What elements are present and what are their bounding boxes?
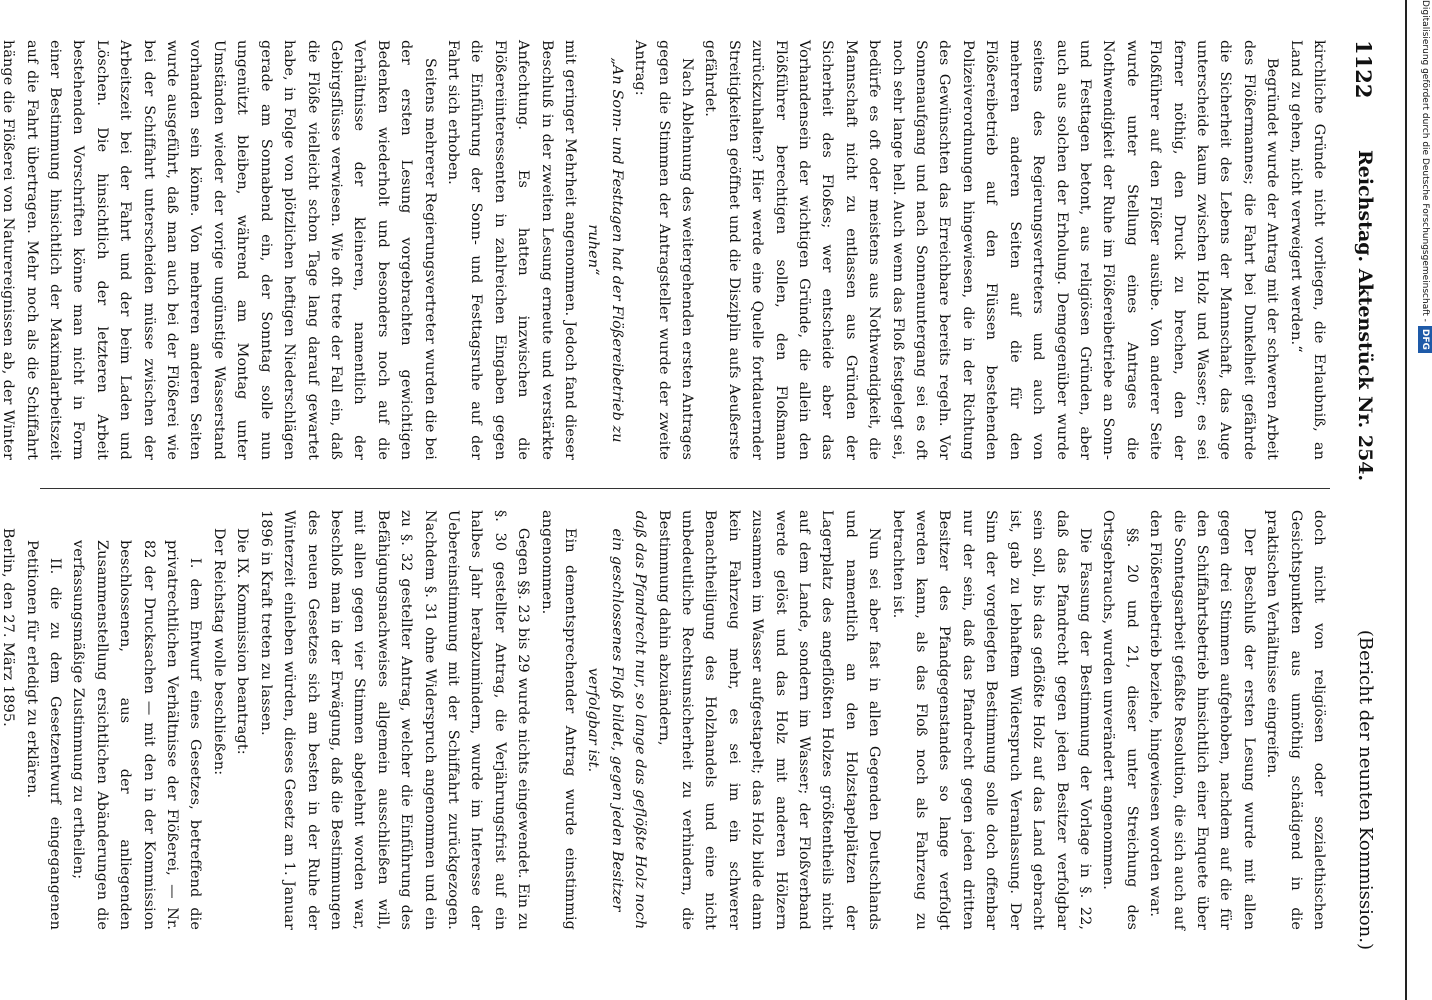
paragraph: Ein dementsprechender Antrag wurde einstimmig angenommen. bbox=[538, 510, 578, 930]
dfg-logo: DFG bbox=[1418, 326, 1432, 353]
paragraph: Nun sei aber fast in allen Gegenden Deutschlands und namentlich an den Holzstapelplätzen der Lagerplatz des angeflößten Holzes größtentheils nicht auf dem Lande, sondern im Wasser; der Floßverband werde gelöst und das Holz mit anderen Hölzern zusammen im Wasser aufgestapelt; das Holz bilde dann kein Fahrzeug mehr, es sei im ein schwerer Benachtheiligung des Holzhandels und eine nicht unbedeutliche Rechtsunsicherheit zu verhindern, die Bestimmung dahin abzuändern, bbox=[655, 510, 883, 930]
paragraph: Gegen §§. 23 bis 29 wurde nichts eingewendet. Ein zu §. 30 gestellter Antrag, die Verjährungsfrist auf ein halbes Jahr herabzumindern, wurde im Interesse der Uebereinstimmung mit der Schiffahrt zurückgezogen. Nachdem §. 31 ohne Widerspruch angenommen und ein zu §. 32 gestellter Antrag, welcher die Einführung des Befähigungsnachweises allgemein ausschließen will, mit allen gegen vier Stimmen abgelehnt worden war, beschloß man in der Erwägung, daß die Bestimmungen des neuen Gesetzes sich am besten in der Ruhe der Winterzeit einleben würden, dieses Gesetz am 1. Januar 1896 in Kraft treten zu lassen. bbox=[257, 510, 532, 930]
text-column-right bbox=[0, 510, 1330, 930]
paragraph: mit geringer Mehrheit angenommen. Jedoch fand dieser Beschluß in der zweiten Lesung erneute und verstärkte Anfechtung. Es hatten inzwischen die Flößereiinteressenten in zahlreichen Eingaben gegen die Einführung der Sonn- und Festtagsruhe auf der Fahrt sich erhoben. bbox=[444, 40, 578, 460]
motion-item-1: I. dem Entwurf eines Gesetzes, betreffend die privatrechtlichen Verhältnisse der Flößerei, — Nr. 82 der Drucksachen — mit den in der Kommission beschlossenen, aus der anliegenden Zusammenstellung ersichtlichen Abänderungen die verfassungsmäßige Zustimmung zu ertheilen; bbox=[70, 540, 204, 930]
paragraph: Der Reichstag wolle beschließen: bbox=[210, 528, 227, 776]
paragraph: doch nicht von religiösen oder sozialethischen Gesichtspunkten aus unnöthig schädigend in die praktischen Verhältnisse eingreifen. bbox=[1264, 510, 1327, 930]
header-title: Reichstag. Aktenstück Nr. 254. bbox=[1354, 150, 1376, 482]
quoted-amendment: daß das Pfandrecht nur, so lange das geflößte Holz noch ein geschlossenes Floß bildet, gegen jeden Besitzer verfolgbar ist. bbox=[585, 510, 649, 930]
quoted-motion: „An Sonn- und Festtagen hat der Flößereibetrieb zu ruhen“ bbox=[585, 57, 625, 443]
paragraph: Nach Ablehnung des weitergehenden ersten Antrages gegen die Stimmen der Antragsteller wurde der zweite Antrag: bbox=[632, 40, 696, 460]
credit-text: Digitalisierung gefördert durch die Deutsche Forschungsgemeinschaft - bbox=[1420, 0, 1430, 322]
paragraph: Begründet wurde der Antrag mit der schweren Arbeit des Flößermannes; die Fahrt bei Dunkelheit gefährde die Sicherheit des Lebens der Mannschaft, das Auge unterscheide kaum zwischen Holz und Wasser; es sei ferner nöthig, den Druck zu brechen, den der Floßführer auf den Flößer ausübe. Von anderer Seite wurde unter Stellung eines Antrages die Nothwendigkeit der Ruhe im Flößereibetriebe an Sonn- und Festtagen betont, aus religiösen Gründen, aber auch aus solchen der Erholung. Demgegenüber wurde seitens des Regierungsvertreters und auch von mehreren anderen Seiten auf die für den Flößereibetrieb auf den Flüssen bestehenden Polizeiverordnungen hingewiesen, die in der Richtung des Gewünschten das Erreichbare bereits regeln. Vor Sonnenaufgang und nach Sonnenuntergang sei es oft noch sehr lange hell. Auch wenn das Floß festgelegt sei, bedürfe es oft oder meistens aus Nothwendigkeit, die Mannschaft nicht zu entlassen aus Gründen der Sicherheit des Floßes; wer entscheide aber das Vorhandensein der wichtigen Gründe, die allein den Flößführer berechtigen sollen, den Floßmann zurückzuhalten? Hier werde eine Quelle fortdauernder Streitigkeiten geöffnet und die Disziplin aufs Aeußerste gefährdet. bbox=[702, 40, 1281, 460]
page-number: 1122 bbox=[1351, 40, 1376, 99]
paragraph: Die IX. Kommission beantragt: bbox=[234, 528, 251, 755]
page-header bbox=[1346, 40, 1380, 950]
paragraph: kirchliche Gründe nicht vorliegen, die Erlaubniß, an Land zu gehen, nicht verweigert werden.“ bbox=[1287, 40, 1327, 460]
paragraph: Die Fassung der Bestimmung der Vorlage in §. 22, daß das Pfandrecht gegen jeden Besitzer verfolgbar sein soll, bis das geflößte Holz auf das Land gebracht ist, gab zu lebhaftem Widerspruch Veranlassung. Der Sinn der vorgelegten Bestimmung solle doch offenbar nur der sein, daß das Pfandrecht gegen jeden dritten Besitzer des Pfandgegenstandes so lange verfolgt werden kann, als das Floß noch als Fahrzeug zu betrachten ist. bbox=[889, 510, 1093, 930]
date-line: Berlin, den 27. März 1895. bbox=[0, 528, 17, 727]
paragraph: Der Beschluß der ersten Lesung wurde mit allen gegen drei Stimmen aufgehoben, nachdem auf die für den Schiffahrtsbetrieb hinsichtlich einer Enquete über die Sonntagsarbeit gefaßte Resolution, die sich auch auf den Flößereibetrieb beziehe, hingewiesen worden war. bbox=[1147, 510, 1257, 930]
header-section: (Bericht der neunten Kommission.) bbox=[1355, 629, 1376, 950]
column-divider bbox=[40, 488, 1330, 489]
text-column-left bbox=[0, 40, 1330, 460]
paragraph: §§. 20 und 21, dieser unter Streichung des Ortsgebrauchs, wurden unverändert angenommen. bbox=[1100, 510, 1140, 930]
motion-item-2: II. die zu dem Gesetzentwurf eingegangenen Petitionen für erledigt zu erklären. bbox=[23, 540, 64, 930]
digitization-credit bbox=[1418, 0, 1432, 1000]
scan-edge-line bbox=[1405, 0, 1407, 1000]
paragraph: Seitens mehrerer Regierungsvertreter wurden die bei der ersten Lesung vorgebrachten gewichtigen Bedenken wiederholt und besonders noch auf die Verhältnisse der kleineren, namentlich der Gebirgsflüsse verwiesen. Wie oft trete der Fall ein, daß die Flöße vielleicht schon Tage lang darauf gewartet habe, in Folge von plötzlichen heftigen Niederschlägen gerade am Sonnabend ein, der Sonntag solle nun ungenützt bleiben, während am Montag unter Umständen wieder der vorige ungünstige Wasserstand vorhanden sein könne. Von mehreren anderen Seiten wurde ausgeführt, daß man auch bei der Flößerei wie bei der Schiffahrt unterscheiden müsse zwischen der Arbeitszeit bei der Fahrt und der beim Laden und Löschen. Die hinsichtlich der letzteren Arbeit bestehenden Vorschriften könne man nicht in Form einer Bestimmung hinsichtlich der Maximalarbeitszeit auf die Fahrt übertragen. Mehr noch als die Schiffahrt hänge die Flößerei von Naturereignissen ab, der Winter bbox=[0, 40, 438, 460]
